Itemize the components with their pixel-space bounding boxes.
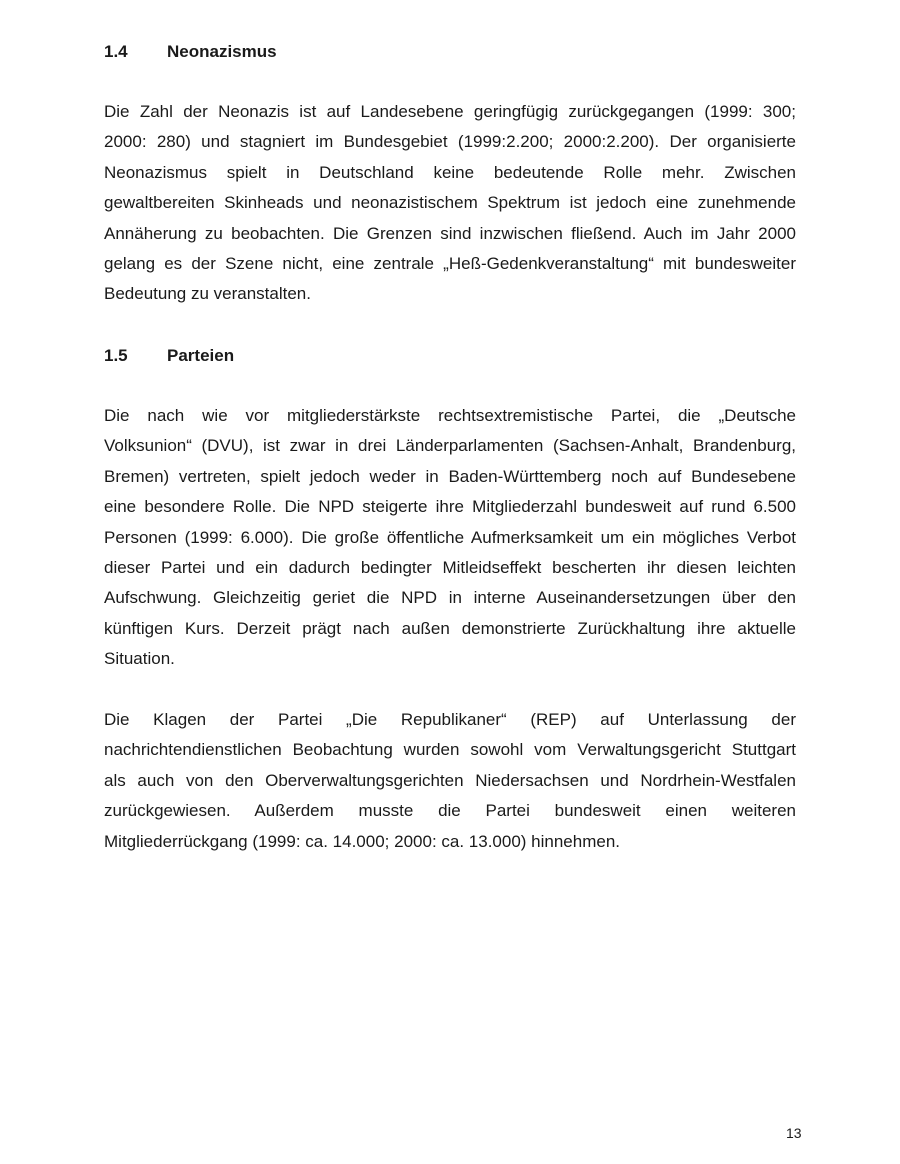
section-title: Neonazismus [167,42,277,61]
text-line: Aufschwung. Gleichzeitig geriet die NPD in interne Auseinandersetzungen über den [104,588,796,608]
text-line: eine besondere Rolle. Die NPD steigerte ihre Mitgliederzahl bundesweit auf rund 6.500 [104,497,796,517]
text-line: Mitgliederrückgang (1999: ca. 14.000; 2000: ca. 13.000) hinnehmen. [104,831,621,851]
text-line: gewaltbereiten Skinheads und neonazistischem Spektrum ist jedoch eine zunehmende [104,193,796,213]
section-heading-parteien [104,346,234,366]
text-line: Die Zahl der Neonazis ist auf Landesebene geringfügig zurückgegangen (1999: 300; [104,102,796,121]
text-line: Annäherung zu beobachten. Die Grenzen sind inzwischen fließend. Auch im Jahr 2000 [104,223,796,243]
text-line: gelang es der Szene nicht, eine zentrale „Heß-Gedenkveranstaltung“ mit bundesweiter [104,254,796,274]
section-heading-neonazismus [104,42,277,62]
text-line: Personen (1999: 6.000). Die große öffentliche Aufmerksamkeit um ein mögliches Verbot [104,527,796,547]
text-line: Neonazismus spielt in Deutschland keine bedeutende Rolle mehr. Zwischen [104,162,796,182]
section-title: Parteien [167,346,235,365]
paragraph-neonazismus [104,97,796,310]
text-line: Die nach wie vor mitgliederstärkste rechtsextremistische Partei, die „Deutsche [104,406,796,425]
page-number: 13 [786,1125,802,1141]
text-line: nachrichtendienstlichen Beobachtung wurden sowohl vom Verwaltungsgericht Stuttgart [104,740,796,760]
text-line: als auch von den Oberverwaltungsgerichten Niedersachsen und Nordrhein-Westfalen [104,770,796,790]
text-line: künftigen Kurs. Derzeit prägt nach außen demonstrierte Zurückhaltung ihre aktuelle [104,618,796,638]
text-line: 2000: 280) und stagniert im Bundesgebiet (1999:2.200; 2000:2.200). Der organisierte [104,132,796,152]
text-line: Bremen) vertreten, spielt jedoch weder in Baden-Württemberg noch auf Bundesebene [104,466,796,486]
text-line: Bedeutung zu veranstalten. [104,284,311,304]
paragraph-parteien-rep [104,705,796,857]
text-line: Die Klagen der Partei „Die Republikaner“ (REP) auf Unterlassung der [104,710,796,729]
text-line: Situation. [104,649,175,669]
paragraph-parteien-dvu-npd [104,401,796,675]
text-line: dieser Partei und ein dadurch bedingter Mitleidseffekt bescherten ihr diesen leichten [104,558,796,578]
section-number: 1.4 [104,42,128,61]
text-line: zurückgewiesen. Außerdem musste die Partei bundesweit einen weiteren [104,801,796,821]
text-line: Volksunion“ (DVU), ist zwar in drei Länderparlamenten (Sachsen-Anhalt, Brandenburg, [104,436,796,456]
section-number: 1.5 [104,346,128,365]
